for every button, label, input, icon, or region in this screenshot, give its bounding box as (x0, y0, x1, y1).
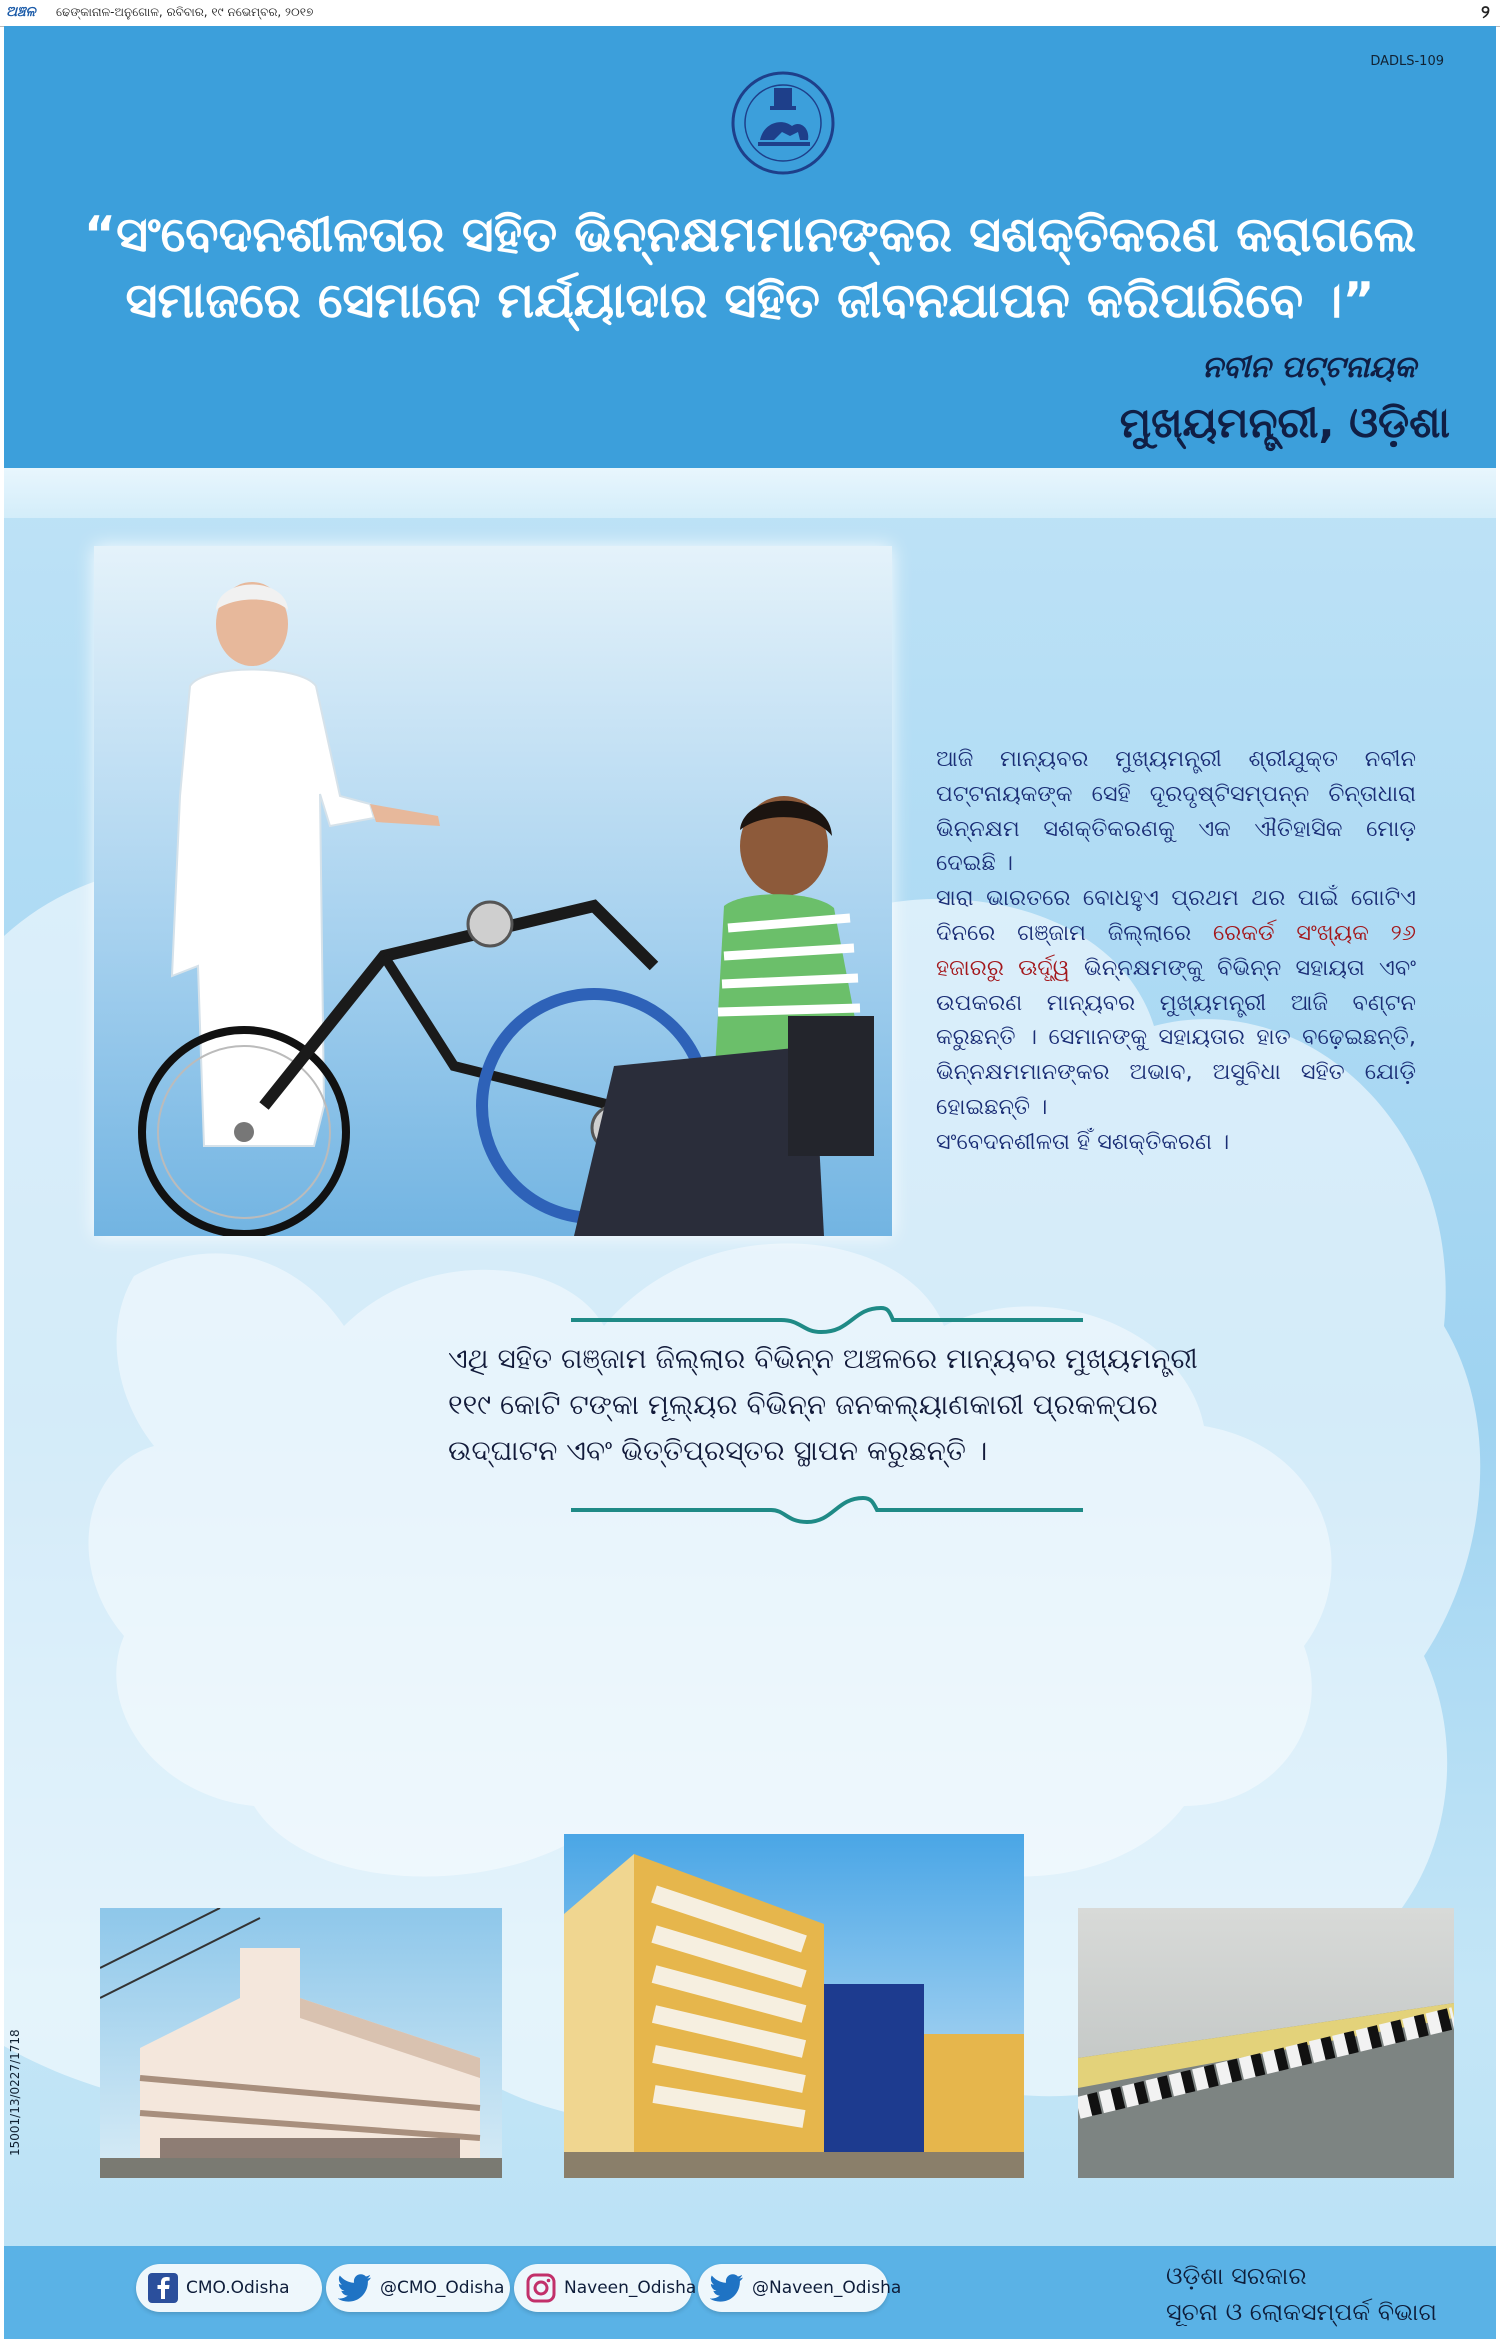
cm-photo-illustration (94, 546, 892, 1236)
ad-body-text (936, 742, 1416, 1160)
govt-line-2: ସୂଚନା ଓ ଲୋକସମ୍ପର୍କ ବିଭାଗ (1166, 2298, 1437, 2326)
dateline: ଢେଙ୍କାନାଳ-ଅନୁଗୋଳ, ରବିବାର, ୧୯ ନଭେମ୍ବର, ୨୦୧୭ (56, 5, 314, 19)
instagram-handle: Naveen_Odisha (564, 2278, 697, 2298)
facebook-link[interactable] (136, 2264, 322, 2312)
advertisement (4, 26, 1496, 2339)
quote-line-2: ସମାଜରେ ସେମାନେ ମର୍ଯ୍ୟାଦାର ସହିତ ଜୀବନଯାପନ କରିପାରିବେ ।” (125, 272, 1375, 329)
header-panel (4, 26, 1496, 468)
cm-signature: ନବୀନ ପଟ୍ଟନାୟକ (1202, 350, 1416, 385)
divider-swoosh-top (571, 1302, 1083, 1336)
facebook-icon (148, 2273, 178, 2303)
margin-code: 15001/13/0227/1718 (8, 2029, 22, 2156)
newspaper-header (0, 0, 1500, 27)
odisha-emblem-icon (730, 70, 836, 176)
twitter-icon (338, 2274, 372, 2302)
facebook-handle: CMO.Odisha (186, 2278, 290, 2298)
twitter-handle-naveen: @Naveen_Odisha (752, 2278, 902, 2298)
body-paragraph-3: ସଂବେଦନଶୀଳତା ହିଁ ସଶକ୍ତିକରଣ । (936, 1128, 1230, 1155)
newspaper-logo: ଅଞ୍ଚଳ (6, 4, 36, 20)
cm-title: ମୁଖ୍ୟମନ୍ତ୍ରୀ, ଓଡ଼ିଶା (1119, 398, 1450, 447)
project-photo-building-1 (100, 1908, 502, 2178)
highlight-record-number: ରେକର୍ଡ ସଂଖ୍ୟକ ୨୬ ହଜାରରୁ ଊର୍ଦ୍ଧ୍ୱ (936, 919, 1416, 981)
twitter-icon (710, 2274, 744, 2302)
project-photo-building-2 (564, 1834, 1024, 2178)
instagram-link[interactable] (514, 2264, 697, 2312)
body-paragraph-2-part-b: ଭିନ୍ନକ୍ଷମଙ୍କୁ ବିଭିନ୍ନ ସହାୟତା ଏବଂ ଉପକରଣ ମାନ୍ୟବର ମୁଖ୍ୟମନ୍ତ୍ରୀ ଆଜି ବଣ୍ଟନ କରୁଛନ୍ତି । ସେମାନଙ୍କୁ ସହାୟତାର ହାତ ବଢ଼େଇଛନ୍ତି, ଭିନ୍ନକ୍ଷମମାନଙ୍କର ଅଭାବ, ଅସୁବିଧା ସହିତ ଯୋଡ଼ି ହୋଇଛନ୍ତି । (936, 954, 1416, 1120)
quote-line-1: “ସଂବେଦନଶୀଳତାର ସହିତ ଭିନ୍ନକ୍ଷମମାନଙ୍କର ସଶକ୍ତିକରଣ କରାଗଲେ (83, 206, 1417, 263)
header-band (4, 468, 1496, 518)
body-paragraph-2-part-a: ସାରା ଭାରତରେ ବୋଧହୁଏ ପ୍ରଥମ ଥର ପାଇଁ ଗୋଟିଏ ଦିନରେ ଗଞ୍ଜାମ ଜିଲ୍ଲାରେ (936, 885, 1416, 946)
body-paragraph-2 (936, 881, 1416, 1125)
project-photo-bridge (1078, 1908, 1454, 2178)
twitter-handle-cmo: @CMO_Odisha (380, 2278, 505, 2298)
twitter-link-cmo[interactable] (326, 2264, 510, 2312)
cm-quote (44, 202, 1456, 334)
cm-with-beneficiary-photo (94, 546, 892, 1236)
twitter-link-naveen[interactable] (698, 2264, 902, 2312)
govt-line-1: ଓଡ଼ିଶା ସରକାର (1166, 2262, 1307, 2290)
body-paragraph-1: ଆଜି ମାନ୍ୟବର ମୁଖ୍ୟମନ୍ତ୍ରୀ ଶ୍ରୀଯୁକ୍ତ ନବୀନ ପଟ୍ଟନାୟକଙ୍କ ସେହି ଦୂରଦୃଷ୍ଟିସମ୍ପନ୍ନ ଚିନ୍ତାଧାରା ଭିନ୍ନକ୍ଷମ ସଶକ୍ତିକରଣକୁ ଏକ ଐତିହାସିକ ମୋଡ଼ ଦେଇଛି । (936, 746, 1416, 877)
divider-swoosh-bottom (571, 1494, 1083, 1528)
ad-code: DADLS-109 (1370, 54, 1444, 69)
page-number: ୨ (1481, 2, 1490, 23)
projects-text: ଏଥି ସହିତ ଗଞ୍ଜାମ ଜିଲ୍ଲାର ବିଭିନ୍ନ ଅଞ୍ଚଳରେ ମାନ୍ୟବର ମୁଖ୍ୟମନ୍ତ୍ରୀ ୧୧୯ କୋଟି ଟଙ୍କା ମୂଲ୍ୟର ବିଭିନ୍ନ ଜନକଲ୍ୟାଣକାରୀ ପ୍ରକଳ୍ପର ଉଦ୍‌ଘାଟନ ଏବଂ ଭିତ୍ତିପ୍ରସ୍ତର ସ୍ଥାପନ କରୁଛନ୍ତି । (448, 1342, 1198, 1467)
instagram-icon (526, 2273, 556, 2303)
footer-bar (4, 2246, 1496, 2339)
government-credit (1166, 2258, 1437, 2330)
